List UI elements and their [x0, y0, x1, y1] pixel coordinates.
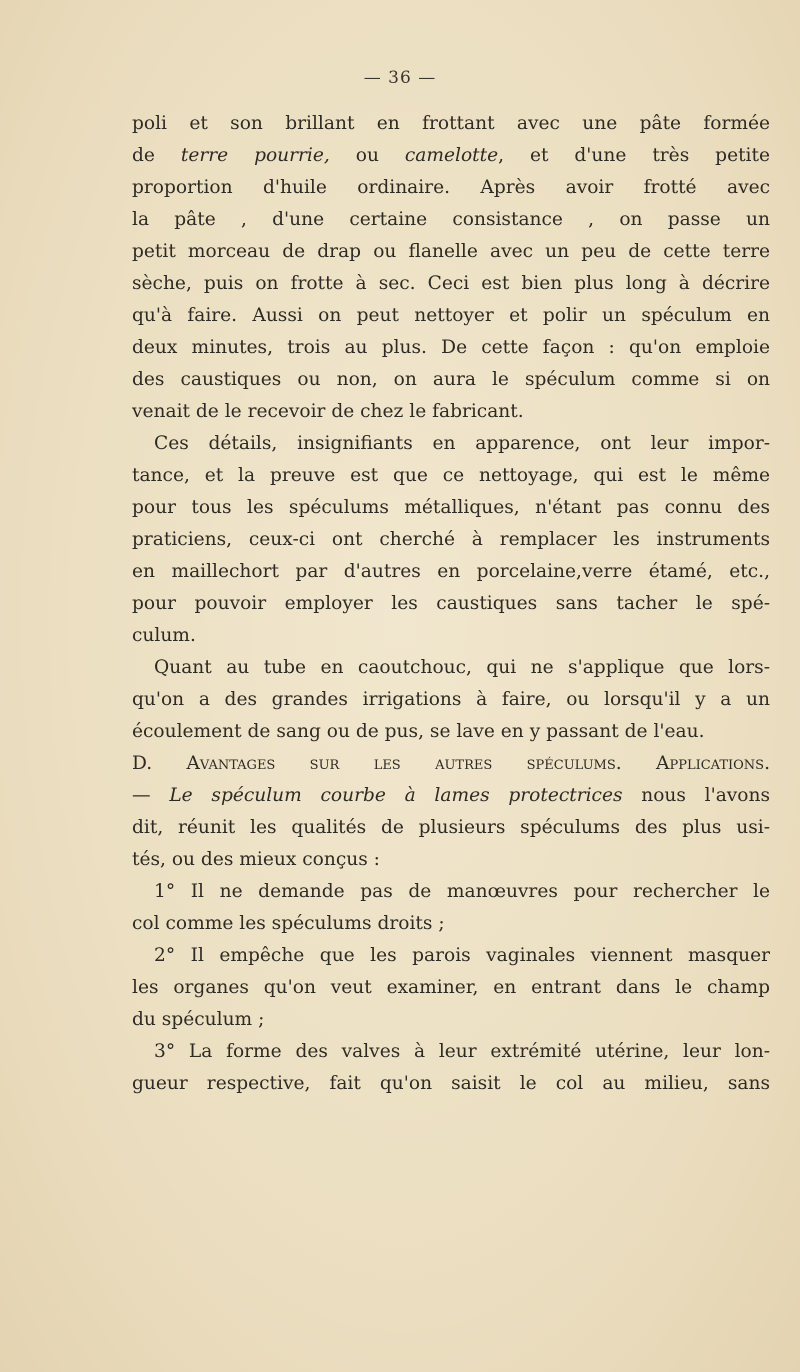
text-line: deux minutes, trois au plus. De cette façon : qu'on emploie [132, 337, 770, 358]
text-line: écoulement de sang ou de pus, se lave en y passant de l'eau. [132, 721, 705, 742]
page-number: — 36 — [363, 68, 437, 88]
text-line: qu'on a des grandes irrigations à faire, ou lorsqu'il y a un [132, 689, 770, 710]
text-span: — [132, 785, 170, 806]
italic-phrase: Le spéculum courbe à lames protectrices [169, 785, 623, 806]
text-line: tance, et la preuve est que ce nettoyage, qui est le même [132, 465, 770, 486]
text-line: culum. [132, 625, 196, 646]
text-span: de [132, 145, 181, 166]
text-line: tés, ou des mieux conçus : [132, 849, 380, 870]
text-span: , et d'une très petite [498, 145, 770, 166]
text-line: gueur respective, fait qu'on saisit le col au milieu, sans [132, 1073, 770, 1094]
text-line: du spéculum ; [132, 1009, 265, 1030]
text-line: praticiens, ceux-ci ont cherché à remplacer les instruments [132, 529, 770, 550]
text-line: venait de le recevoir de chez le fabricant. [132, 401, 524, 422]
body-text [132, 108, 770, 1100]
text-line: les organes qu'on veut examiner, en entrant dans le champ [132, 977, 770, 998]
italic-phrase: terre pourrie, [180, 145, 330, 166]
text-line: 1° Il ne demande pas de manœuvres pour rechercher le [154, 881, 770, 902]
text-line: qu'à faire. Aussi on peut nettoyer et polir un spéculum en [132, 305, 770, 326]
text-line: dit, réunit les qualités de plusieurs spéculums des plus usi- [132, 817, 770, 838]
text-line: petit morceau de drap ou flanelle avec un peu de cette terre [132, 241, 770, 262]
text-line: des caustiques ou non, on aura le spéculum comme si on [132, 369, 770, 390]
text-line: poli et son brillant en frottant avec une pâte formée [132, 113, 770, 134]
text-line: Quant au tube en caoutchouc, qui ne s'applique que lors- [154, 657, 770, 678]
text-span: nous l'avons [622, 785, 770, 806]
text-line: proportion d'huile ordinaire. Après avoir frotté avec [132, 177, 770, 198]
text-line: en maillechort par d'autres en porcelaine,verre étamé, etc., [132, 561, 770, 582]
text-line [132, 748, 770, 780]
text-line: pour tous les spéculums métalliques, n'étant pas connu des [132, 497, 770, 518]
text-line: col comme les spéculums droits ; [132, 913, 445, 934]
text-line: la pâte , d'une certaine consistance , on passe un [132, 209, 770, 230]
text-line: 3° La forme des valves à leur extrémité utérine, leur lon- [154, 1041, 770, 1062]
text-span: D. Avantages sur les autres spéculums. Applications. [132, 753, 770, 774]
text-span: ou [329, 145, 405, 166]
text-line [132, 780, 770, 812]
text-line: sèche, puis on frotte à sec. Ceci est bien plus long à décrire [132, 273, 770, 294]
text-line: pour pouvoir employer les caustiques sans tacher le spé- [132, 593, 770, 614]
text-line: 2° Il empêche que les parois vaginales viennent masquer [154, 945, 770, 966]
text-line [132, 140, 770, 172]
text-line: Ces détails, insignifiants en apparence, ont leur impor- [154, 433, 770, 454]
italic-phrase: camelotte [404, 145, 499, 166]
